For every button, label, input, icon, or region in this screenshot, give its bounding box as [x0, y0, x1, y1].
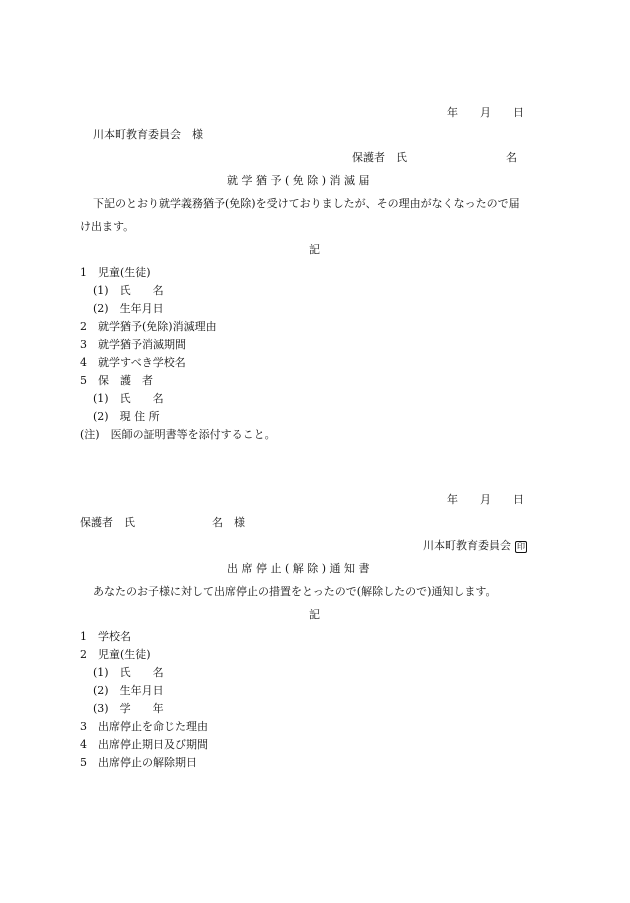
seal-icon: 印	[517, 542, 525, 551]
form2-sender: 川本町教育委員会	[423, 539, 511, 552]
form1-item: (2) 生年月日	[93, 302, 164, 315]
form2-item: 5 出席停止の解除期日	[80, 756, 197, 769]
form1-date: 年 月 日	[447, 106, 524, 119]
form2-item: (1) 氏 名	[93, 666, 164, 679]
form2-addressee: 保護者 氏 名 様	[80, 516, 245, 529]
form1-item: 1 児童(生徒)	[80, 266, 151, 279]
form1-item: 5 保 護 者	[80, 374, 153, 387]
form2-title: 出 席 停 止 ( 解 除 ) 通 知 書	[227, 562, 370, 575]
form2-item: 1 学校名	[80, 630, 131, 643]
form1-title: 就 学 猶 予 ( 免 除 ) 消 滅 届	[227, 174, 370, 187]
form2-item: (3) 学 年	[93, 702, 164, 715]
form2-item: 3 出席停止を命じた理由	[80, 720, 208, 733]
form1-sender: 保護者 氏 名	[352, 151, 517, 164]
form1-note: (注) 医師の証明書等を添付すること。	[80, 428, 276, 441]
form1-body-line2: け出ます。	[80, 220, 135, 233]
form2-item: 4 出席停止期日及び期間	[80, 738, 208, 751]
form2-date: 年 月 日	[447, 493, 524, 506]
form2-item: 2 児童(生徒)	[80, 648, 151, 661]
form1-item: 3 就学猶予消滅期間	[80, 338, 186, 351]
form1-ki: 記	[309, 243, 320, 256]
form1-addressee: 川本町教育委員会 様	[93, 128, 203, 141]
form2-sender-line	[423, 539, 527, 553]
form1-item: 2 就学猶予(免除)消滅理由	[80, 320, 217, 333]
form1-item: (1) 氏 名	[93, 392, 164, 405]
form1-item: 4 就学すべき学校名	[80, 356, 186, 369]
form2-item: (2) 生年月日	[93, 684, 164, 697]
form1-item: (2) 現 住 所	[93, 410, 160, 423]
form1-body-line1: 下記のとおり就学義務猶予(免除)を受けておりましたが、その理由がなくなったので届	[93, 197, 520, 210]
form2-body-line1: あなたのお子様に対して出席停止の措置をとったので(解除したので)通知します。	[93, 585, 497, 598]
form1-item: (1) 氏 名	[93, 284, 164, 297]
form2-ki: 記	[309, 608, 320, 621]
